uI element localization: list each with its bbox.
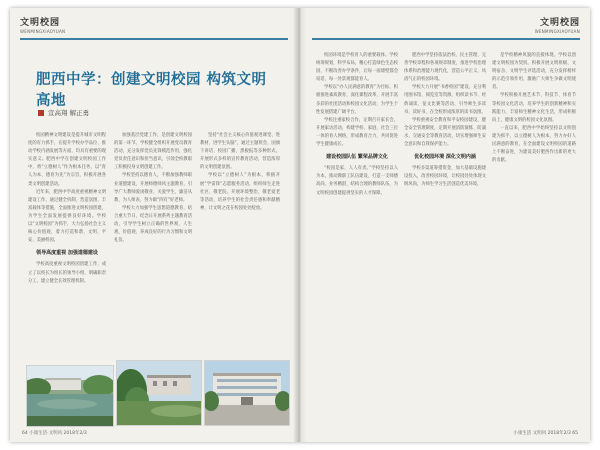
- paragraph: 坚持“社会主义核心价值观进课堂、进教材、进学生头脑”，通过主题班会、国旗下讲话、校园广播、黑板报等多种形式，开展形式多样的宣传教育活动，营造浓厚的文明创建氛围。: [200, 133, 280, 171]
- photo-campus-garden: [116, 360, 202, 426]
- paragraph: 肥西中学坚持依法治校、民主管理，完善学校章程和各项规章制度，推进学校治理体系和治理能力现代化，营造公平正义、风清气正的校园环境。: [404, 53, 486, 83]
- page-footer-left: 64 小康生活·文明风 2018年2/3: [22, 431, 87, 436]
- text-column-right-2: [404, 52, 486, 422]
- paragraph: 学校重视安全教育和平安校园建设，健全安全管理制度，定期开展消防演练、防溺水、交通安全等教育活动，切实增强师生安全意识和自我保护能力。: [404, 117, 486, 148]
- paragraph: 校园环境是学校育人的重要载体。学校统筹规划，科学布局，精心打造绿色生态校园，不断改善办学条件，让每一面墙壁都会说话，每一处景观都能育人。: [316, 53, 398, 83]
- paragraph: 学校大力开展“书香校园”建设，充分利用图书馆、阅览室等资源，组织读书节、经典诵读、征文比赛等活动，引导师生多读书、读好书，在全校形成浓厚的读书氛围。: [404, 85, 486, 115]
- article-title-block: [36, 68, 276, 110]
- photo-teaching-building: [204, 360, 290, 426]
- photo-campus-pond: [26, 365, 114, 427]
- paragraph: 是学校精神风貌的直接体现。学校以创建文明校园为契机，积极开展文明班级、文明宿舍、文明学生评选活动，充分发挥榜样的示范引领作用，激励广大师生争做文明使者。: [492, 53, 576, 91]
- text-column-left-2: [114, 132, 192, 360]
- section-header-right: [460, 18, 580, 36]
- left-page: [10, 8, 300, 442]
- paragraph: 学校注重家校合作，定期召开家长会，开展家访活动，构建学校、家庭、社会三位一体的育人网络，形成教育合力，共同促进学生健康成长。: [316, 117, 398, 148]
- paragraph: 近年来，肥西中学高度重视精神文明建设工作，通过健全机制、营造氛围、丰富载体等措施，全面推进文明校园创建，为学生全面发展提供良好环境。学校以“文明校园”为抓手，大力弘扬社会主义核心价值观，着力打造和谐、文明、平安、美丽校园。: [28, 189, 106, 244]
- text-column-right-3: [492, 52, 576, 422]
- paragraph: “校园是家，人人有责。”学校坚持以人为本，推动教职工队伍建设，打造一支师德高尚、业务精湛、结构合理的教师队伍，为文明校园创建提供坚实的人才保障。: [316, 166, 398, 196]
- magazine-spread: [10, 8, 590, 442]
- paragraph: 学校大力加强学生思想道德教育，结合重大节日、纪念日开展系列主题教育活动，引导学生树立正确的世界观、人生观、价值观，养成良好的行为习惯和文明礼仪。: [114, 205, 192, 244]
- paragraph: 校园精神文明建设是提升城市文明程度的有力抓手，在提升学校办学品位、推动学校内涵发展等方面，均具有重要的现实意义。肥西中学在创建文明校园工作中，将“立德树人”作为根本任务，以“育人为本、德育为先”为宗旨，积极开展各类文明创建活动。: [28, 133, 106, 187]
- text-column-right-1: [316, 52, 398, 422]
- paragraph: 学校多渠道筹措资金，加大基础设施建设投入，改善校园环境，让校园处处体现文明风尚，为师生学习生活创造优美环境。: [404, 166, 486, 188]
- section-title: 文明校园: [20, 18, 61, 28]
- paragraph: 学校积极开展艺术节、科技节、体育节等校园文化活动，培养学生的创新精神和实践能力，丰富师生精神文化生活，形成积极向上、健康文明的校园文化氛围。: [492, 93, 576, 123]
- paragraph: 学校以“办人民满意的教育”为目标，积极推进素质教育，深化课程改革，开展丰富多彩的社团活动和校园文化活动，为学生个性发展搭建广阔平台。: [316, 85, 398, 115]
- paragraph: 学校坚持以德育人，不断加强教师职业道德建设，开展师德师风主题教育，引导广大教师爱岗敬业、关爱学生、廉洁从教、为人师表，努力做“四有”好老师。: [114, 173, 192, 203]
- header-rule: [312, 38, 580, 40]
- section-pinyin: WENMINGXIAOYUAN: [534, 29, 580, 34]
- section-title: 文明校园: [539, 18, 580, 28]
- subheading: 优化校园环境 深化文明内涵: [414, 154, 476, 161]
- byline: [38, 108, 89, 117]
- paragraph: 加强基层党建工作，是创建文明校园的第一环节。学校健全组织开展党员教育活动，充分发挥党员先锋模范作用，强化党员责任意识和担当意识，引领全校教职工积极投身文明创建工作。: [114, 133, 192, 171]
- section-header-left: [20, 18, 140, 36]
- subheading: 建设校园队伍 繁荣品牌文化: [326, 154, 388, 161]
- right-page: [300, 8, 590, 442]
- subheading: 领导高度重视 加强道德建设: [36, 250, 98, 257]
- section-pinyin: WENMINGXIAOYUAN: [20, 29, 66, 34]
- paragraph: 学校高度重视文明校园创建工作，成立了以校长为组长的领导小组，明确职责分工，建立健全长效管理机制。: [28, 262, 106, 284]
- book-spine-shadow: [293, 8, 307, 442]
- article-authors: 宣高翔 解正勇: [48, 109, 90, 117]
- paragraph: 学校以“立德树人”为根本，积极开展“学雷锋”志愿服务活动，组织师生走进社区、敬老院，开展环境整治、敬老爱老等活动，培养学生的社会责任感和奉献精神，让文明之花在校园处处绽放。: [200, 173, 280, 211]
- text-column-left-3: [200, 132, 280, 360]
- paragraph: 一直以来，肥西中学始终坚持以文明创建为抓手，以立德树人为根本，努力办好人民满意的教育，在全面建设文明校园的道路上不断奋进，为建设美好肥西作出新的更大的贡献。: [492, 125, 576, 164]
- byline-marker: [38, 110, 44, 116]
- article-title: 肥西中学：创建文明校园 构筑文明高地: [36, 71, 267, 109]
- header-rule: [20, 38, 288, 40]
- page-footer-right: 小康生活 文明风 2018年2/3 65: [513, 431, 578, 436]
- text-column-left-1: [28, 132, 106, 360]
